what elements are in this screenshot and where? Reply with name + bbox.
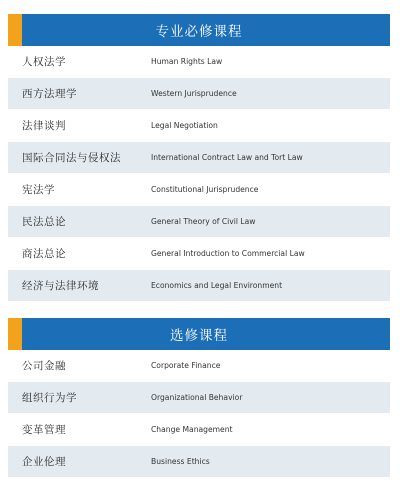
course-name-zh: 经济与法律环境 (22, 280, 99, 292)
course-name-en: Economics and Legal Environment (151, 281, 283, 290)
course-name-zh: 公司金融 (22, 360, 66, 372)
course-name-en: General Theory of Civil Law (151, 217, 256, 226)
required-courses-title: 专业必修课程 (155, 24, 243, 40)
course-name-en: Human Rights Law (151, 57, 223, 66)
course-row (8, 382, 390, 414)
course-name-zh: 人权法学 (22, 56, 66, 68)
course-name-en: Western Jurisprudence (151, 89, 237, 98)
course-row (8, 46, 390, 78)
course-row (8, 446, 390, 478)
course-row (8, 206, 390, 238)
course-name-zh: 国际合同法与侵权法 (22, 152, 121, 164)
course-row (8, 414, 390, 446)
course-row (8, 350, 390, 382)
header-accent-bar (8, 14, 22, 46)
course-name-zh: 组织行为学 (22, 392, 77, 404)
course-name-zh: 变革管理 (22, 424, 66, 436)
course-name-zh: 西方法理学 (22, 88, 77, 100)
elective-courses-section (8, 318, 390, 478)
course-name-en: International Contract Law and Tort Law (151, 153, 303, 162)
course-row (8, 270, 390, 302)
course-name-en: Legal Negotiation (151, 121, 218, 130)
course-row (8, 110, 390, 142)
required-courses-header (8, 14, 390, 46)
course-name-en: Corporate Finance (151, 361, 221, 370)
course-name-zh: 企业伦理 (22, 456, 66, 468)
header-accent-bar (8, 318, 22, 350)
course-name-en: Change Management (151, 425, 233, 434)
course-name-zh: 民法总论 (22, 216, 66, 228)
course-name-zh: 宪法学 (22, 184, 55, 196)
course-name-en: Constitutional Jurisprudence (151, 185, 259, 194)
course-row (8, 174, 390, 206)
course-name-zh: 商法总论 (22, 248, 66, 260)
required-courses-section (8, 14, 390, 302)
course-name-en: General Introduction to Commercial Law (151, 249, 305, 258)
course-row (8, 142, 390, 174)
course-name-zh: 法律谈判 (22, 120, 66, 132)
elective-courses-header (8, 318, 390, 350)
course-name-en: Business Ethics (151, 457, 210, 466)
course-name-en: Organizational Behavior (151, 393, 243, 402)
elective-courses-title: 选修课程 (170, 328, 228, 344)
course-row (8, 78, 390, 110)
course-row (8, 238, 390, 270)
